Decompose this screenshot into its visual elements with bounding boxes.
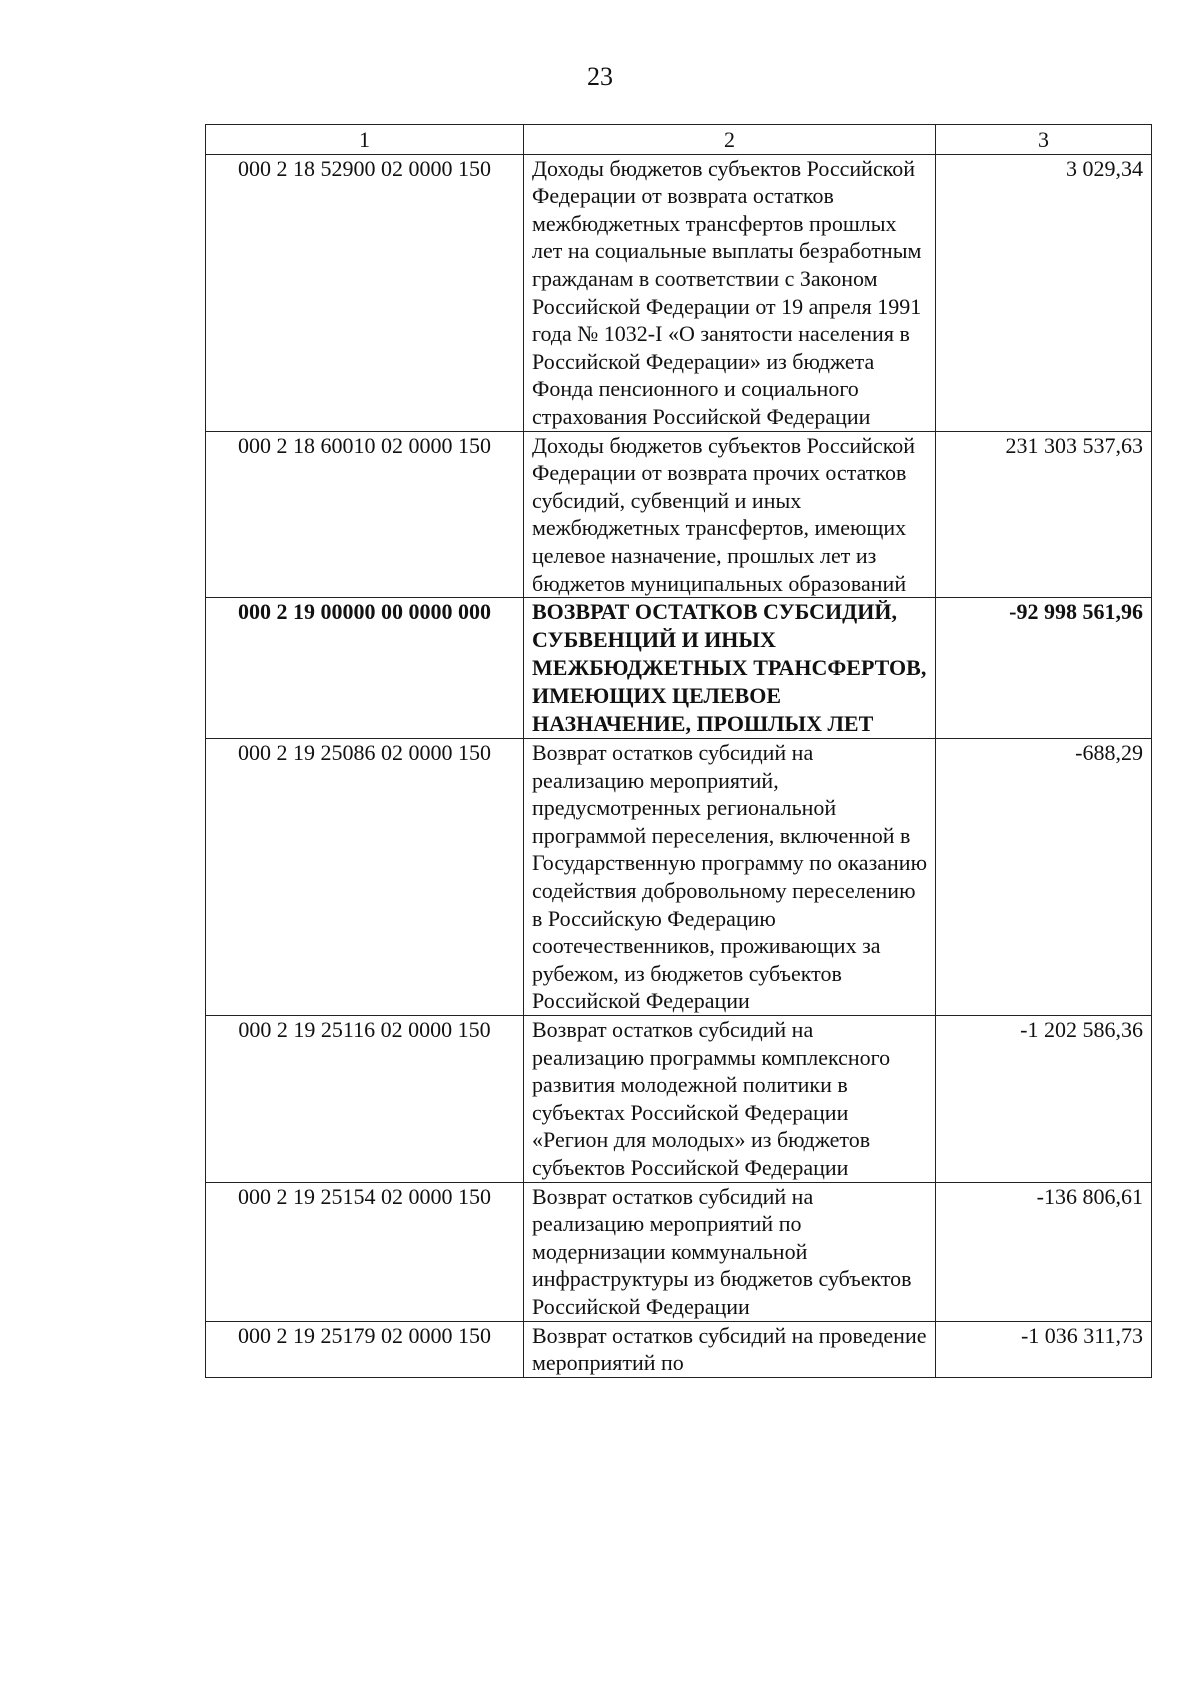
- description-cell: Возврат остатков субсидий на реализацию мероприятий, предусмотренных региональной программой переселения, включенной в Государственную программу по оказанию содействия добровольному переселению в Российскую Федерацию соотечественников, проживающих за рубежом, из бюджетов субъектов Российской Федерации: [524, 739, 936, 1016]
- amount-cell: -136 806,61: [936, 1182, 1152, 1321]
- amount-cell: 231 303 537,63: [936, 431, 1152, 598]
- table-row: [206, 1016, 1152, 1183]
- column-header-2: 2: [524, 125, 936, 155]
- budget-code-cell: 000 2 18 52900 02 0000 150: [206, 154, 524, 431]
- budget-code-cell: 000 2 19 25179 02 0000 150: [206, 1321, 524, 1377]
- description-cell: Возврат остатков субсидий на реализацию программы комплексного развития молодежной политики в субъектах Российской Федерации «Регион для молодых» из бюджетов субъектов Российской Федерации: [524, 1016, 936, 1183]
- table-row: [206, 154, 1152, 431]
- amount-cell: 3 029,34: [936, 154, 1152, 431]
- column-header-1: 1: [206, 125, 524, 155]
- budget-revenue-table: [205, 124, 1152, 1378]
- table-row: [206, 1182, 1152, 1321]
- description-cell: Возврат остатков субсидий на проведение мероприятий по: [524, 1321, 936, 1377]
- table-header-row: [206, 125, 1152, 155]
- column-header-3: 3: [936, 125, 1152, 155]
- description-cell: ВОЗВРАТ ОСТАТКОВ СУБСИДИЙ, СУБВЕНЦИЙ И ИНЫХ МЕЖБЮДЖЕТНЫХ ТРАНСФЕРТОВ, ИМЕЮЩИХ ЦЕЛЕВОЕ НАЗНАЧЕНИЕ, ПРОШЛЫХ ЛЕТ: [524, 598, 936, 739]
- description-cell: Доходы бюджетов субъектов Российской Федерации от возврата прочих остатков субсидий, субвенций и иных межбюджетных трансфертов, имеющих целевое назначение, прошлых лет из бюджетов муниципальных образований: [524, 431, 936, 598]
- budget-code-cell: 000 2 19 00000 00 0000 000: [206, 598, 524, 739]
- table-row-section-total: [206, 598, 1152, 739]
- budget-code-cell: 000 2 19 25116 02 0000 150: [206, 1016, 524, 1183]
- table-row: [206, 431, 1152, 598]
- amount-cell: -688,29: [936, 739, 1152, 1016]
- budget-code-cell: 000 2 18 60010 02 0000 150: [206, 431, 524, 598]
- table-row: [206, 1321, 1152, 1377]
- budget-code-cell: 000 2 19 25154 02 0000 150: [206, 1182, 524, 1321]
- description-cell: Доходы бюджетов субъектов Российской Федерации от возврата остатков межбюджетных трансфертов прошлых лет на социальные выплаты безработным гражданам в соответствии с Законом Российской Федерации от 19 апреля 1991 года № 1032-I «О занятости населения в Российской Федерации» из бюджета Фонда пенсионного и социального страхования Российской Федерации: [524, 154, 936, 431]
- amount-cell: -92 998 561,96: [936, 598, 1152, 739]
- table-row: [206, 739, 1152, 1016]
- budget-code-cell: 000 2 19 25086 02 0000 150: [206, 739, 524, 1016]
- amount-cell: -1 202 586,36: [936, 1016, 1152, 1183]
- description-cell: Возврат остатков субсидий на реализацию мероприятий по модернизации коммунальной инфраструктуры из бюджетов субъектов Российской Федерации: [524, 1182, 936, 1321]
- page-number: 23: [587, 62, 613, 91]
- amount-cell: -1 036 311,73: [936, 1321, 1152, 1377]
